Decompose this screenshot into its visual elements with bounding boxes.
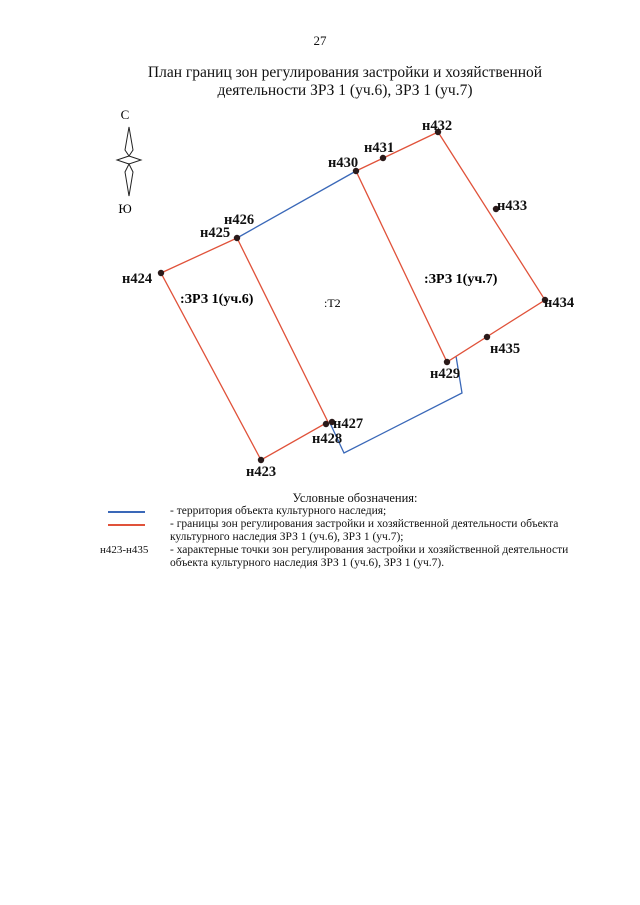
point-label-426: н426 — [224, 212, 255, 228]
point-label-435: н435 — [490, 341, 521, 357]
point-label-423: н423 — [246, 464, 277, 480]
zone-7-boundary — [356, 132, 545, 362]
legend-item-zone-text: - границы зон регулирования застройки и хозяйственной деятельности объекта культурного наследия ЗРЗ 1 (уч.6), ЗРЗ 1 (уч.7); — [170, 518, 559, 543]
point-label-434: н434 — [544, 295, 575, 311]
zone-7-label: :ЗРЗ 1(уч.7) — [424, 272, 498, 287]
page-number: 27 — [313, 33, 327, 48]
point-label-424: н424 — [122, 271, 153, 287]
point-label-430: н430 — [328, 155, 359, 171]
title-line-1: План границ зон регулирования застройки и хозяйственной — [147, 64, 543, 81]
point-label-433: н433 — [497, 198, 528, 214]
territory-label: :Т2 — [324, 296, 341, 310]
point-marker-428 — [323, 421, 329, 427]
point-label-427: н427 — [333, 416, 364, 432]
point-label-432: н432 — [422, 118, 453, 134]
point-marker-423 — [258, 457, 264, 463]
point-label-431: н431 — [364, 140, 395, 156]
point-label-429: н429 — [430, 366, 461, 382]
heritage-line-north — [237, 171, 356, 238]
compass-south-label: Ю — [118, 201, 132, 216]
compass-north-label: С — [120, 107, 130, 122]
legend-blue-line-icon — [108, 511, 145, 513]
legend-item-points-text: - характерные точки зон регулирования застройки и хозяйственной деятельности объекта культурного наследия ЗРЗ 1 (уч.6), ЗРЗ 1 (уч.7). — [170, 544, 569, 569]
zone-6-boundary — [161, 238, 328, 460]
legend-red-line-icon — [108, 524, 145, 526]
north-arrow-icon — [117, 107, 141, 216]
legend-points-code: н423-н435 — [100, 544, 149, 556]
point-label-425: н425 — [200, 225, 231, 241]
zone-6-label: :ЗРЗ 1(уч.6) — [180, 292, 254, 307]
legend-heading: Условные обозначения: — [292, 491, 418, 505]
heritage-territory-lines — [237, 171, 462, 453]
legend-item-heritage-text: - территория объекта культурного наследия; — [170, 505, 387, 517]
point-marker-429 — [444, 359, 450, 365]
point-marker-435 — [484, 334, 490, 340]
point-label-428: н428 — [312, 431, 343, 447]
point-marker-424 — [158, 270, 164, 276]
point-marker-425 — [234, 235, 240, 241]
title-line-2: деятельности ЗРЗ 1 (уч.6), ЗРЗ 1 (уч.7) — [217, 82, 473, 99]
